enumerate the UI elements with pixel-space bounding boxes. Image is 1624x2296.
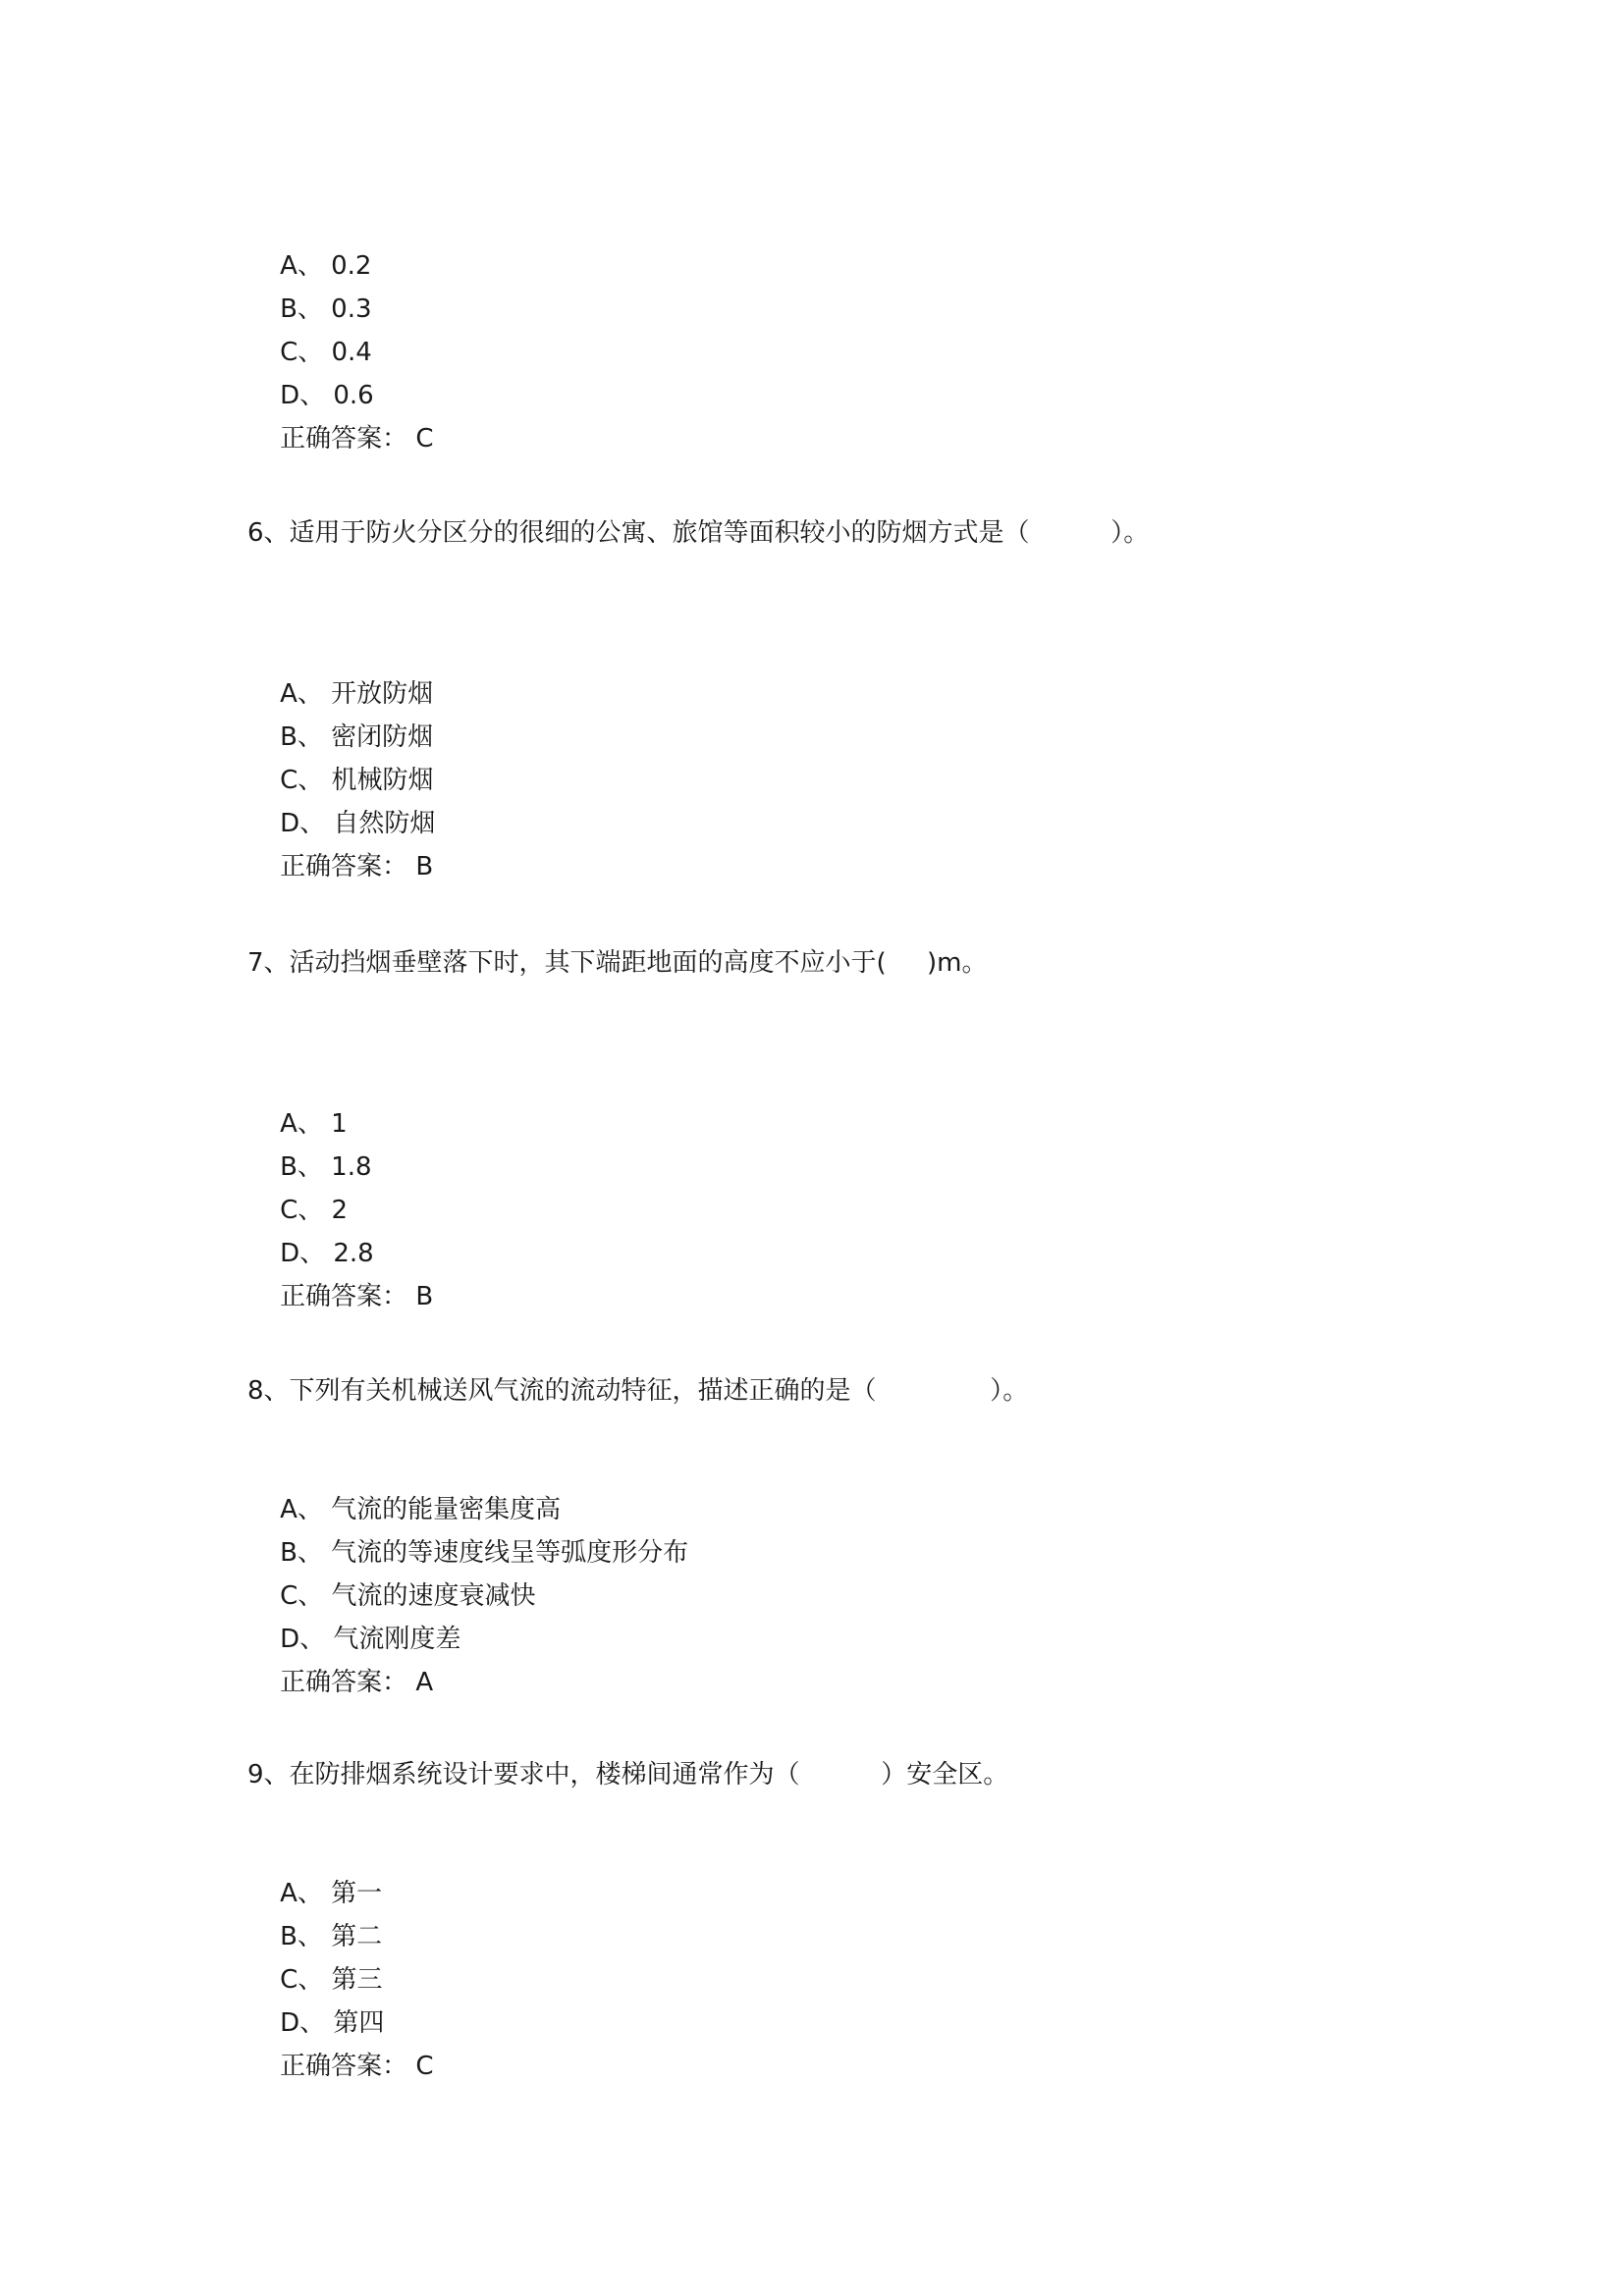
answer-line: [247, 2016, 434, 2081]
option-text: 机械防烟: [331, 766, 434, 795]
option-text: 气流的能量密集度高: [331, 1495, 562, 1524]
answer-line: [247, 817, 434, 881]
option-c: C、 0.4: [280, 338, 372, 367]
option-text: 第三: [331, 1965, 383, 1995]
option-a: A、 0.2: [280, 251, 372, 281]
answer-value: C: [415, 424, 434, 454]
option-d: D、 2.8: [280, 1239, 374, 1268]
option-letter: A: [280, 1879, 298, 1908]
option-letter: C: [280, 766, 298, 795]
option-a: A、 第一: [280, 1879, 383, 1908]
option-letter: B: [280, 294, 298, 324]
answer-label: 正确答案：: [280, 852, 408, 881]
option-c: C、 气流的速度衰减快: [280, 1581, 536, 1611]
option-letter: D: [280, 2008, 300, 2038]
option-text: 0.2: [331, 251, 372, 281]
option-c: C、 第三: [280, 1965, 383, 1995]
option-b: B、 密闭防烟: [280, 722, 434, 752]
option-text: 第四: [333, 2008, 385, 2038]
option-d: D、 气流刚度差: [280, 1625, 461, 1654]
option-letter: A: [280, 1109, 298, 1139]
option-b: B、 0.3: [280, 294, 372, 324]
question-text: 9、在防排烟系统设计要求中，楼梯间通常作为（ ）安全区。: [247, 1760, 1009, 1789]
question-text: 8、下列有关机械送风气流的流动特征，描述正确的是（ ）。: [247, 1376, 1029, 1406]
option-b: B、 1.8: [280, 1152, 372, 1182]
option-d: D、 第四: [280, 2008, 385, 2038]
answer-value: B: [415, 1282, 434, 1311]
option-text: 第一: [331, 1879, 383, 1908]
option-letter: D: [280, 1625, 300, 1654]
option-letter: C: [280, 1965, 298, 1995]
answer-label: 正确答案：: [280, 2052, 408, 2081]
option-b: B、 气流的等速度线呈等弧度形分布: [280, 1538, 689, 1568]
option-letter: D: [280, 381, 300, 410]
answer-value: B: [415, 852, 434, 881]
option-a: A、 开放防烟: [280, 679, 434, 709]
option-text: 1: [331, 1109, 348, 1139]
option-text: 0.3: [331, 294, 372, 324]
option-text: 0.6: [333, 381, 374, 410]
answer-label: 正确答案：: [280, 424, 408, 454]
option-text: 自然防烟: [333, 809, 436, 838]
option-c: C、 机械防烟: [280, 766, 434, 795]
option-d: D、 自然防烟: [280, 809, 436, 838]
option-letter: B: [280, 722, 298, 752]
option-text: 2: [331, 1196, 349, 1225]
question-text: 6、适用于防火分区分的很细的公寓、旅馆等面积较小的防烟方式是（ ）。: [247, 518, 1150, 548]
option-letter: B: [280, 1538, 298, 1568]
option-text: 第二: [331, 1922, 383, 1951]
option-b: B、 第二: [280, 1922, 383, 1951]
option-a: A、 气流的能量密集度高: [280, 1495, 562, 1524]
option-letter: B: [280, 1152, 298, 1182]
option-text: 密闭防烟: [331, 722, 434, 752]
option-a: A、 1: [280, 1109, 348, 1139]
option-letter: C: [280, 1581, 298, 1611]
option-d: D、 0.6: [280, 381, 374, 410]
option-text: 1.8: [331, 1152, 372, 1182]
answer-line: [247, 1247, 434, 1311]
answer-value: C: [415, 2052, 434, 2081]
option-letter: A: [280, 251, 298, 281]
option-text: 气流的等速度线呈等弧度形分布: [331, 1538, 689, 1568]
option-letter: B: [280, 1922, 298, 1951]
option-c: C、 2: [280, 1196, 349, 1225]
option-letter: A: [280, 679, 298, 709]
option-text: 气流的速度衰减快: [331, 1581, 536, 1611]
answer-line: [247, 1632, 434, 1697]
option-text: 0.4: [331, 338, 372, 367]
question-text: 7、活动挡烟垂壁落下时，其下端距地面的高度不应小于( )m。: [247, 948, 988, 978]
option-letter: D: [280, 809, 300, 838]
option-text: 开放防烟: [331, 679, 434, 709]
option-letter: C: [280, 338, 298, 367]
option-letter: C: [280, 1196, 298, 1225]
option-text: 2.8: [333, 1239, 374, 1268]
answer-label: 正确答案：: [280, 1282, 408, 1311]
option-letter: A: [280, 1495, 298, 1524]
answer-label: 正确答案：: [280, 1668, 408, 1697]
answer-line: [247, 389, 434, 454]
option-letter: D: [280, 1239, 300, 1268]
option-text: 气流刚度差: [333, 1625, 461, 1654]
answer-value: A: [415, 1668, 434, 1697]
